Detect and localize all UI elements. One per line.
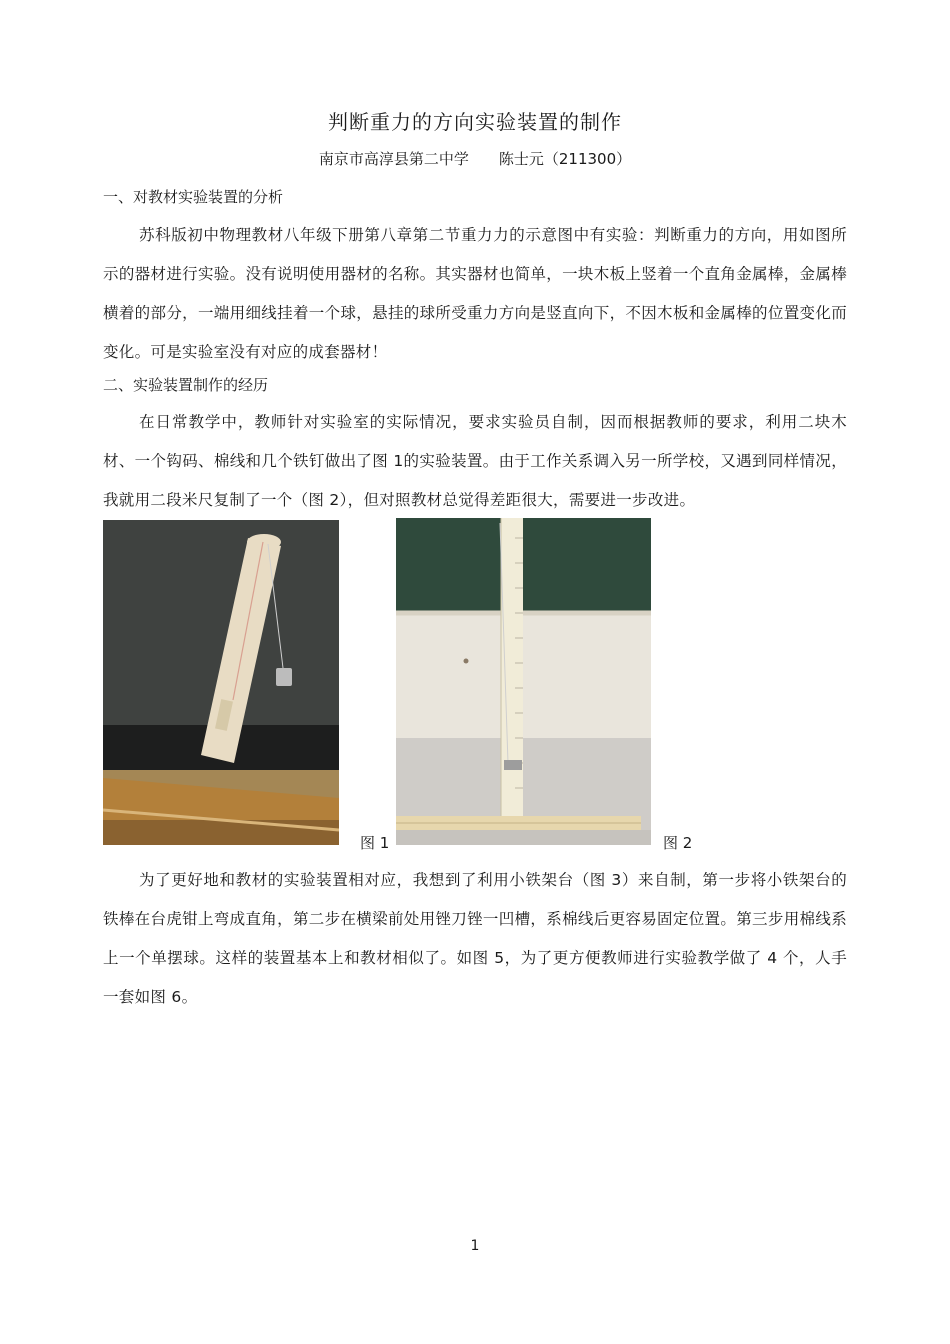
- figure-2-photo: [396, 518, 651, 845]
- section-1-paragraph: 苏科版初中物理教材八年级下册第八章第二节重力力的示意图中有实验：判断重力的方向，用如图所示的器材进行实验。没有说明使用器材的名称。其实器材也简单，一块木板上竖着一个直角金属棒，金属棒横着的部分，一端用细线挂着一个球，悬挂的球所受重力方向是竖直向下，不因木板和金属棒的位置变化而变化。可是实验室没有对应的成套器材！: [103, 226, 847, 361]
- page-number: 1: [470, 1238, 480, 1254]
- author-line: [0, 148, 950, 169]
- figure-1-photo: [103, 520, 339, 845]
- document-title: 判断重力的方向实验装置的制作: [328, 110, 622, 134]
- section-2-paragraph-2: 为了更好地和教材的实验装置相对应，我想到了利用小铁架台（图 3）来自制，第一步将小铁架台的铁棒在台虎钳上弯成直角，第二步在横梁前处用锉刀锉一凹槽，系棉线后更容易固定位置。第三步用棉线系上一个单摆球。这样的装置基本上和教材相似了。如图 5，为了更方便教师进行实验教学做了 4 个，人手一套如图 6。: [103, 871, 847, 1006]
- section-2-heading: 二、实验装置制作的经历: [103, 376, 269, 394]
- figure-2-caption: 图 2: [663, 834, 693, 852]
- figure-1-caption: 图 1: [360, 834, 390, 852]
- section-2-paragraph-1: 在日常教学中，教师针对实验室的实际情况，要求实验员自制，因而根据教师的要求，利用二块木材、一个钩码、棉线和几个铁钉做出了图 1的实验装置。由于工作关系调入另一所学校，又遇到同样情况，我就用二段米尺复制了一个（图 2），但对照教材总觉得差距很大，需要进一步改进。: [103, 413, 847, 509]
- section-1-heading: 一、对教材实验装置的分析: [103, 188, 284, 206]
- author-affiliation: 南京市高淳县第二中学: [318, 150, 469, 168]
- author-name: 陈士元（211300）: [498, 150, 632, 168]
